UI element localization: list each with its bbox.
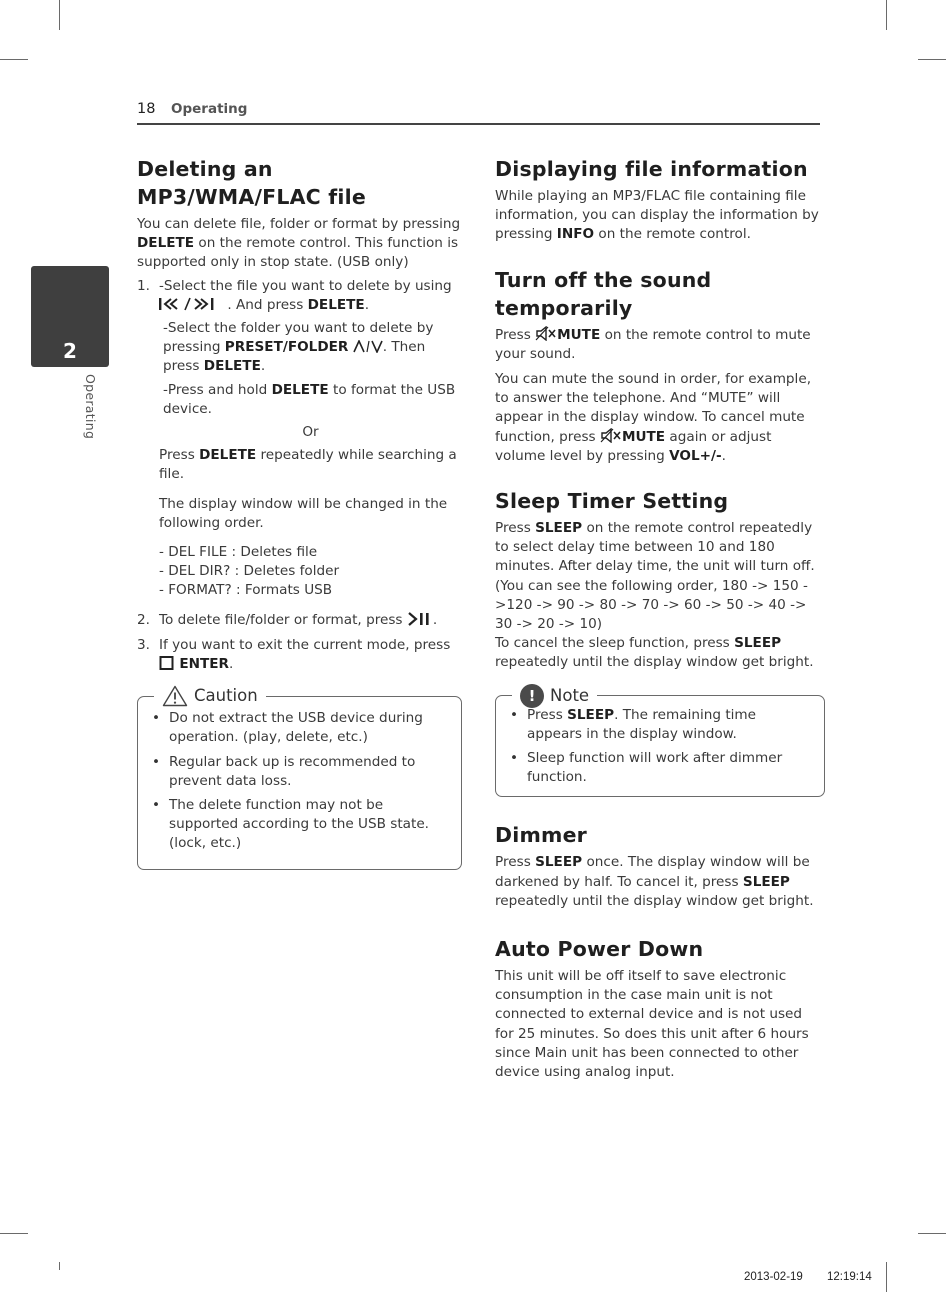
sleep-text-2: To cancel the sleep function, press SLEEP repeatedly until the display window get bright. bbox=[495, 635, 814, 671]
display-info-text: While playing an MP3/FLAC file containing file information, you can display the information by pressing INFO on the remote control. bbox=[495, 188, 819, 243]
delete-intro: You can delete file, folder or format by pressing DELETE on the remote control. This function is supported only in stop state. (USB only) bbox=[137, 216, 461, 271]
list-item: • Press SLEEP. The remaining time appears in the display window. bbox=[496, 706, 814, 744]
list-item: • Regular back up is recommended to prevent data loss. bbox=[138, 753, 449, 791]
list-item: • Sleep function will work after dimmer function. bbox=[496, 749, 814, 787]
note-title: ! Note bbox=[512, 684, 597, 708]
order-item: - FORMAT? : Formats USB bbox=[159, 582, 333, 599]
order-list bbox=[159, 543, 462, 601]
press-delete-repeatedly: Press DELETE repeatedly while searching a file. bbox=[159, 447, 457, 483]
order-item: - DEL DIR? : Deletes folder bbox=[159, 563, 340, 580]
left-column bbox=[137, 155, 462, 870]
sleep-heading: Sleep Timer Setting bbox=[495, 489, 729, 514]
mute-text-1: Press MUTE on the remote control to mute your sound. bbox=[495, 326, 811, 362]
section-title: Operating bbox=[171, 101, 248, 117]
dimmer-heading: Dimmer bbox=[495, 823, 587, 848]
auto-power-heading: Auto Power Down bbox=[495, 937, 704, 962]
note-list bbox=[496, 706, 814, 788]
sleep-text-1: Press SLEEP on the remote control repeatedly to select delay time between 10 and 180 minutes. After delay time, the unit will turn off. (You can see the following order, 180 -> 150 ->120 -> 90 -> 80 -> 70 -> 60 -> 50 -> 40 -> 30 -> 20 -> 10) bbox=[495, 520, 815, 633]
crop-mark bbox=[59, 0, 60, 30]
play-pause-icon bbox=[407, 612, 433, 626]
chapter-tab bbox=[31, 266, 109, 367]
note-box bbox=[495, 685, 825, 798]
caution-triangle-icon bbox=[162, 685, 188, 707]
display-info-heading: Displaying file information bbox=[495, 157, 808, 181]
list-item: • The delete function may not be supported according to the USB state. (lock, etc.) bbox=[138, 796, 449, 854]
page-number: 18 bbox=[137, 101, 156, 117]
caution-box bbox=[137, 686, 462, 869]
right-column bbox=[495, 155, 825, 1082]
step-1: 1. -Select the file you want to delete by using . And press DELETE. -Select the folder you want to delete by pressing PRESET/FOLDER . Then press DELETE. -Press and hold DELETE to format the USB device. Or Press DELETE repeatedly while searching a file. The display window will be changed in the following order. - DEL FILE : Deletes file - DEL DIR? : Deletes folder - FORMAT? : Formats USB bbox=[137, 277, 462, 601]
header-divider bbox=[137, 123, 820, 125]
crop-mark bbox=[918, 1233, 946, 1234]
step-3: 3. If you want to exit the current mode, press ENTER. bbox=[137, 636, 451, 673]
dimmer-text: Press SLEEP once. The display window will be darkened by half. To cancel it, press SLEEP repeatedly until the display window get bright. bbox=[495, 854, 814, 909]
chapter-number: 2 bbox=[63, 338, 77, 363]
mute-text-2: You can mute the sound in order, for example, to answer the telephone. And “MUTE” will appear in the display window. To cancel mute function, press MUTE again or adjust volume level by pressing VOL+/-. bbox=[495, 371, 812, 464]
crop-mark bbox=[59, 1262, 60, 1270]
step-1-format: -Press and hold DELETE to format the USB device. bbox=[163, 381, 456, 417]
step-2: 2. To delete file/folder or format, press . bbox=[137, 611, 438, 628]
caution-list bbox=[138, 709, 449, 853]
crop-mark bbox=[0, 1233, 28, 1234]
mute-heading: Turn off the sound temporarily bbox=[495, 267, 712, 320]
list-item: • Do not extract the USB device during operation. (play, delete, etc.) bbox=[138, 709, 449, 747]
chapter-label: Operating bbox=[83, 374, 99, 440]
skip-prev-next-icon bbox=[159, 297, 223, 311]
mute-speaker-icon bbox=[600, 428, 622, 443]
step-1-file: -Select the file you want to delete by using . And press DELETE. bbox=[159, 277, 452, 313]
auto-power-text: This unit will be off itself to save electronic consumption in the case main unit is not connected to external device and is not used for 25 minutes. So does this unit after 6 hours since Main unit has been connected to other device using analog input. bbox=[495, 968, 809, 1081]
step-1-folder: -Select the folder you want to delete by pressing PRESET/FOLDER . Then press DELETE. bbox=[163, 320, 434, 375]
crop-mark bbox=[918, 59, 946, 60]
or-separator: Or bbox=[302, 424, 319, 441]
order-item: - DEL FILE : Deletes file bbox=[159, 544, 318, 561]
stop-square-icon bbox=[159, 656, 175, 670]
order-intro: The display window will be changed in the following order. bbox=[159, 495, 448, 531]
caution-title: Caution bbox=[154, 685, 266, 707]
footer-date: 2013-02-19 bbox=[744, 1271, 803, 1283]
crop-mark bbox=[0, 59, 28, 60]
delete-heading: Deleting an MP3/WMA/FLAC file bbox=[137, 157, 366, 209]
crop-mark bbox=[886, 1262, 887, 1292]
note-exclamation-icon: ! bbox=[520, 684, 544, 708]
up-down-arrow-icon bbox=[353, 340, 383, 353]
footer-time: 12:19:14 bbox=[827, 1271, 872, 1283]
mute-speaker-icon bbox=[535, 326, 557, 341]
crop-mark bbox=[886, 0, 887, 30]
